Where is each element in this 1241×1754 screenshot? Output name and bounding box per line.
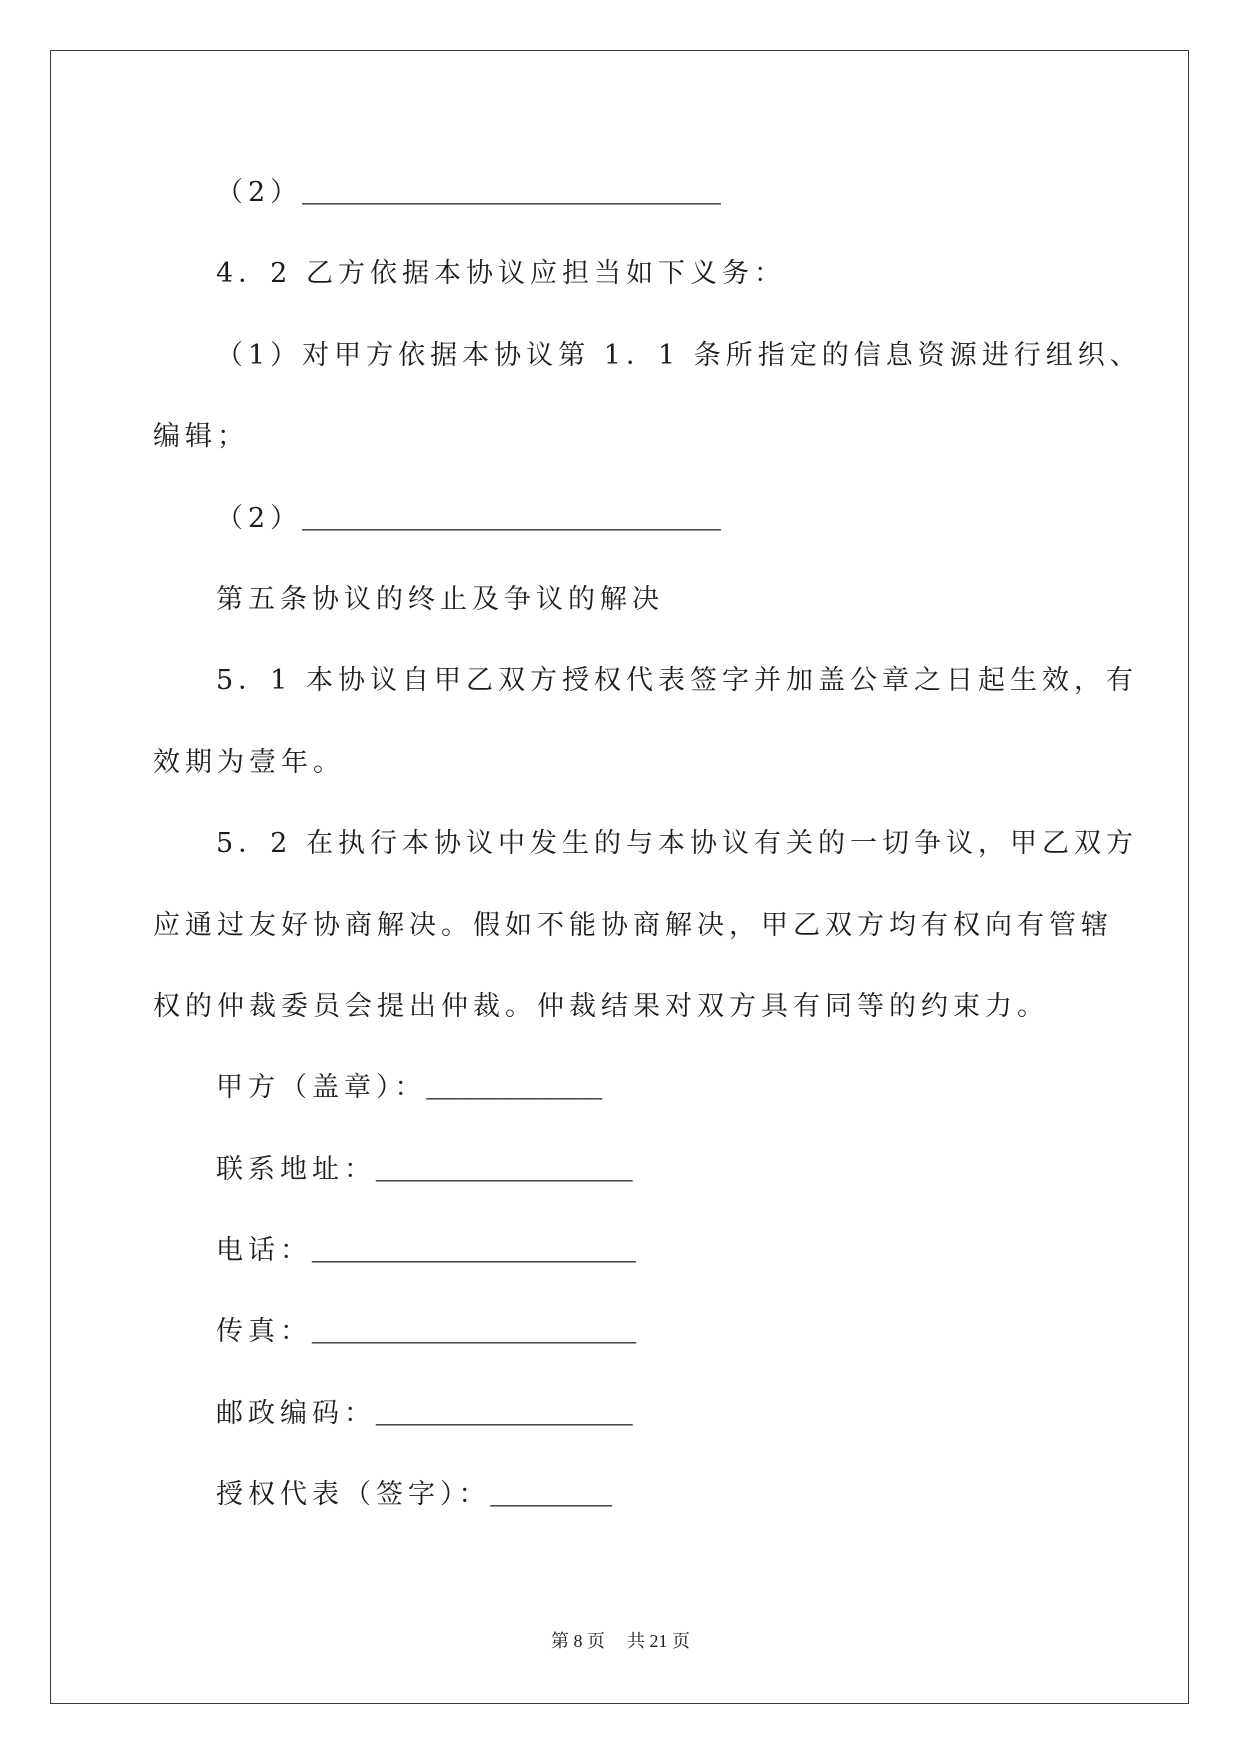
- clause-5-2-line: 5．2 在执行本协议中发生的与本协议有关的一切争议，甲乙双方: [216, 828, 1138, 860]
- clause-5-1-line: 5．1 本协议自甲乙双方授权代表签字并加盖公章之日起生效，有: [216, 665, 1138, 697]
- clause-5-2-line: 应通过友好协商解决。假如不能协商解决，甲乙双方均有权向有管辖: [153, 909, 1113, 941]
- clause-4-2-item-1-line: 编辑；: [153, 421, 249, 453]
- clause-4-2-item-1-line: （1）对甲方依据本协议第 1．1 条所指定的信息资源进行组织、: [216, 339, 1142, 371]
- article-5-heading: 第五条协议的终止及争议的解决: [216, 583, 664, 615]
- item-label: （2）: [216, 177, 303, 208]
- document-body: [153, 152, 1142, 1536]
- fill-in-blank: _______________________________: [302, 502, 721, 533]
- page-total: 共 21 页: [627, 1631, 690, 1651]
- item-2-line: [153, 152, 1113, 233]
- fill-in-blank: _________: [490, 1479, 612, 1510]
- postal-code-row: [153, 1373, 1113, 1454]
- fill-in-blank: ___________________: [376, 1153, 633, 1184]
- fill-in-blank: ___________________: [376, 1397, 633, 1428]
- clause-5-2-line: 权的仲裁委员会提出仲裁。仲裁结果对双方具有同等的约束力。: [153, 990, 1049, 1022]
- fax-row: [153, 1291, 1113, 1372]
- fill-in-blank: _____________: [426, 1072, 602, 1103]
- field-label: 电话：: [216, 1235, 312, 1267]
- fill-in-blank: _______________________________: [302, 177, 721, 207]
- authorized-rep-row: [153, 1454, 1113, 1535]
- fill-in-blank: ________________________: [312, 1316, 636, 1347]
- field-label: 传真：: [216, 1316, 312, 1348]
- page-number: 第 8 页: [551, 1631, 605, 1651]
- phone-row: [153, 1210, 1113, 1291]
- clause-4-2-item-2-line: [153, 478, 1113, 559]
- field-label: 联系地址：: [216, 1153, 376, 1185]
- item-label: （2）: [216, 502, 303, 534]
- party-a-seal-row: [153, 1047, 1113, 1128]
- field-label: 甲方（盖章）：: [216, 1072, 427, 1104]
- page-footer: [0, 1629, 1241, 1653]
- fill-in-blank: ________________________: [312, 1235, 636, 1266]
- address-row: [153, 1129, 1113, 1210]
- field-label: 授权代表（签字）：: [216, 1479, 491, 1511]
- clause-4-2-heading: 4．2 乙方依据本协议应担当如下义务：: [216, 258, 786, 290]
- clause-5-1-line: 效期为壹年。: [153, 746, 345, 778]
- field-label: 邮政编码：: [216, 1397, 376, 1429]
